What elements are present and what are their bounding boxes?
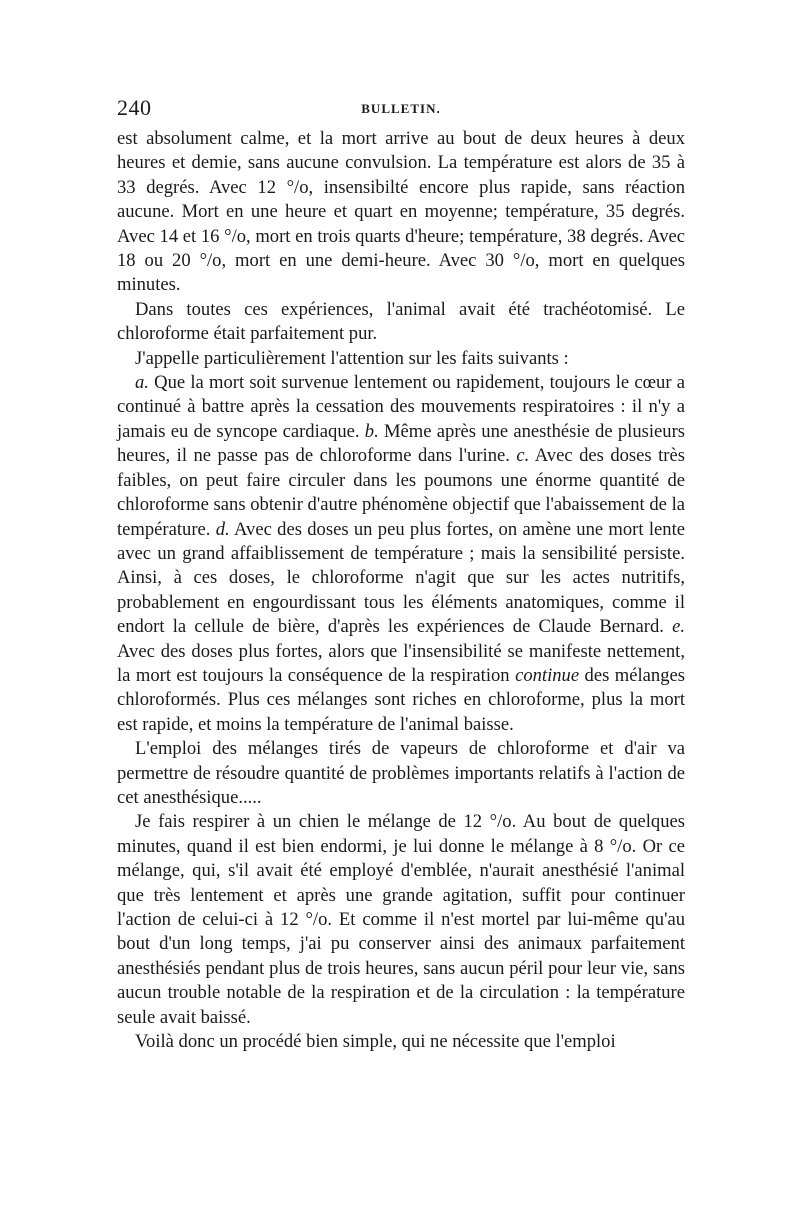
paragraph-text: des mélanges chloroformés. Plus ces mélanges sont riches en chloroforme, plus la mort est rapide, et moins la température de l'animal baisse.	[117, 664, 685, 735]
paragraph-text: Avec des doses un peu plus fortes, on amène une mort lente avec un grand affaiblissement de température ; mais la sensibilité persiste. Ainsi, à ces doses, le chloroforme n'agit que sur les actes nutritifs, probablement en engourdissant tous les éléments anatomiques, comme il endort la cellule de bière, d'après les expériences de Claude Bernard.	[117, 518, 685, 638]
emphasis-word: continue	[515, 664, 580, 686]
paragraph-text: est absolument calme, et la mort arrive au bout de deux heures à deux heures et demie, sans aucune convulsion. La température est alors de 35 à 33 degrés. Avec 12 °/o, insensibilté encore plus rapide, sans réaction aucune. Mort en une heure et quart en moyenne; température, 35 degrés. Avec 14 et 16 °/o, mort en trois quarts d'heure; température, 38 degrés. Avec 18 ou 20 °/o, mort en une demi-heure. Avec 30 °/o, mort en quelques minutes.	[117, 128, 685, 296]
paragraph-2	[117, 298, 685, 347]
paragraph-5	[117, 737, 685, 810]
page-header	[117, 95, 685, 125]
book-page	[117, 95, 685, 1054]
paragraph-3	[117, 347, 685, 371]
list-marker-e: e.	[672, 616, 685, 638]
list-marker-b: b.	[364, 420, 379, 442]
paragraph-7	[117, 1030, 685, 1054]
list-marker-d: d.	[215, 518, 230, 540]
paragraph-6	[117, 810, 685, 1030]
paragraph-text: J'appelle particulièrement l'attention sur les faits suivants :	[135, 347, 569, 369]
paragraph-text: Avec des doses très faibles, on peut faire circuler dans les poumons une énorme quantité de chloroforme sans obtenir d'autre phénomène objectif que l'abaissement de la température.	[117, 445, 685, 540]
list-marker-a: a.	[135, 372, 149, 394]
paragraph-text: Je fais respirer à un chien le mélange de 12 °/o. Au bout de quelques minutes, quand il est bien endormi, je lui donne le mélange à 8 °/o. Or ce mélange, qui, s'il avait été employé d'emblée, n'aurait anesthésié l'animal que très lentement et après une grande agitation, suffit pour continuer l'action de celui-ci à 12 °/o. Et comme il n'est mortel par lui-même qu'au bout d'un long temps, j'ai pu conserver ainsi des animaux parfaitement anesthésiés pendant plus de trois heures, sans aucun péril pour leur vie, sans aucun trouble notable de la respiration et de la circulation : la température seule avait baissé.	[117, 811, 685, 1028]
paragraph-text: Que la mort soit survenue lentement ou rapidement, toujours le cœur a continué à battre après la cessation des mouvements respiratoires : il n'y a jamais eu de syncope cardiaque.	[117, 372, 685, 442]
paragraph-4	[117, 371, 685, 737]
running-title: BULLETIN.	[361, 101, 441, 116]
paragraph-text: Dans toutes ces expériences, l'animal avait été trachéotomisé. Le chloroforme était parfaitement pur.	[117, 298, 685, 345]
list-marker-c: c.	[516, 445, 530, 467]
paragraph-1	[117, 127, 685, 298]
paragraph-text: Voilà donc un procédé bien simple, qui ne nécessite que l'emploi	[135, 1031, 616, 1053]
page-number: 240	[117, 95, 152, 120]
paragraph-text: Même après une anesthésie de plusieurs heures, il ne passe pas de chloroforme dans l'urine.	[117, 420, 685, 467]
paragraph-text: L'emploi des mélanges tirés de vapeurs de chloroforme et d'air va permettre de résoudre quantité de problèmes importants relatifs à l'action de cet anesthésique.....	[117, 738, 685, 808]
paragraph-text: Avec des doses plus fortes, alors que l'insensibilité se manifeste nettement, la mort est toujours la conséquence de la respiration	[117, 640, 685, 686]
body-text	[117, 127, 685, 1054]
